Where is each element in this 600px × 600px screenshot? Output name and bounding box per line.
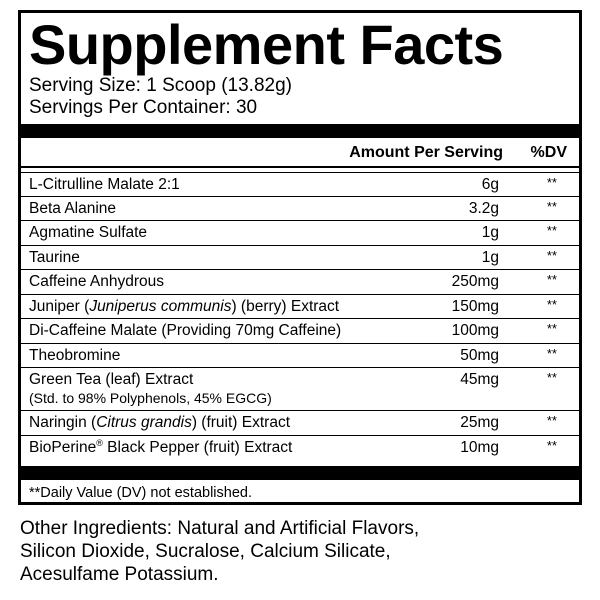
other-ingredients [20,517,590,586]
ingredient-dv: ** [546,413,557,428]
ingredient-dv: ** [546,223,557,238]
ingredient-dv: ** [546,437,557,453]
ingredient-amount: 1g [481,224,499,241]
divider-bar-bottom [21,466,579,480]
ingredient-row [21,411,579,436]
ingredient-name: Agmatine Sulfate [29,224,148,241]
ingredient-row [21,295,579,320]
ingredient-amount: 50mg [460,346,499,364]
ingredient-name: L-Citrulline Malate 2:1 [29,176,180,193]
table-header [21,138,579,168]
ingredient-row [21,436,579,461]
ingredient-dv: ** [546,247,557,263]
ingredient-amount: 100mg [451,322,499,339]
serving-size: Serving Size: 1 Scoop (13.82g) [29,75,292,96]
servings-per-container: Servings Per Container: 30 [29,97,258,118]
ingredient-dv: ** [546,272,557,287]
ingredient-row [21,221,579,246]
dv-header: %DV [530,144,567,161]
ingredient-dv: ** [546,198,557,214]
ingredient-row [21,368,579,411]
ingredient-amount: 25mg [460,414,499,431]
ingredient-amount: 3.2g [468,199,499,217]
ingredient-amount: 1g [481,248,499,266]
ingredient-name: Beta Alanine [29,199,117,217]
ingredient-amount: 150mg [451,297,499,315]
ingredient-row [21,197,579,222]
ingredient-name: BioPerine® Black Pepper (fruit) Extract [29,437,293,456]
ingredient-name: Naringin (Citrus grandis) (fruit) Extract [29,414,290,431]
ingredient-name: Taurine [29,248,80,266]
ingredient-name: Theobromine [29,346,121,364]
ingredient-name: Di-Caffeine Malate (Providing 70mg Caffeine) [29,322,342,339]
latin-name: Juniperus communis [89,297,232,315]
dv-footnote: **Daily Value (DV) not established. [29,485,252,501]
other-ingredients-line: Silicon Dioxide, Sucralose, Calcium Silicate, [20,541,391,562]
ingredient-amount: 10mg [460,438,499,456]
amount-per-serving-header: Amount Per Serving [349,144,503,161]
supplement-facts-panel [18,10,582,505]
ingredient-row [21,172,579,197]
ingredient-name: Green Tea (leaf) Extract [29,371,194,388]
ingredient-name: Juniper (Juniperus communis) (berry) Extract [29,297,340,315]
registered-mark: ® [96,437,103,448]
ingredient-standardization: (Std. to 98% Polyphenols, 45% EGCG) [29,390,272,406]
ingredient-row [21,270,579,295]
other-ingredients-line: Other Ingredients: Natural and Artificial Flavors, [20,518,420,539]
panel-title: Supplement Facts [29,13,504,76]
ingredient-amount: 6g [481,176,499,193]
ingredient-dv: ** [546,296,557,312]
ingredient-row [21,246,579,271]
other-ingredients-line: Acesulfame Potassium. [20,564,219,585]
ingredient-row [21,344,579,369]
ingredient-dv: ** [546,175,557,190]
latin-name: Citrus grandis [96,414,192,431]
ingredient-dv: ** [546,321,557,336]
ingredient-name: Caffeine Anhydrous [29,273,165,290]
ingredient-row [21,319,579,344]
ingredient-dv: ** [546,345,557,361]
ingredient-list [21,172,579,460]
ingredient-amount: 250mg [451,273,499,290]
divider-bar-top [21,124,579,138]
ingredient-amount: 45mg [460,371,499,388]
ingredient-dv: ** [546,370,557,385]
